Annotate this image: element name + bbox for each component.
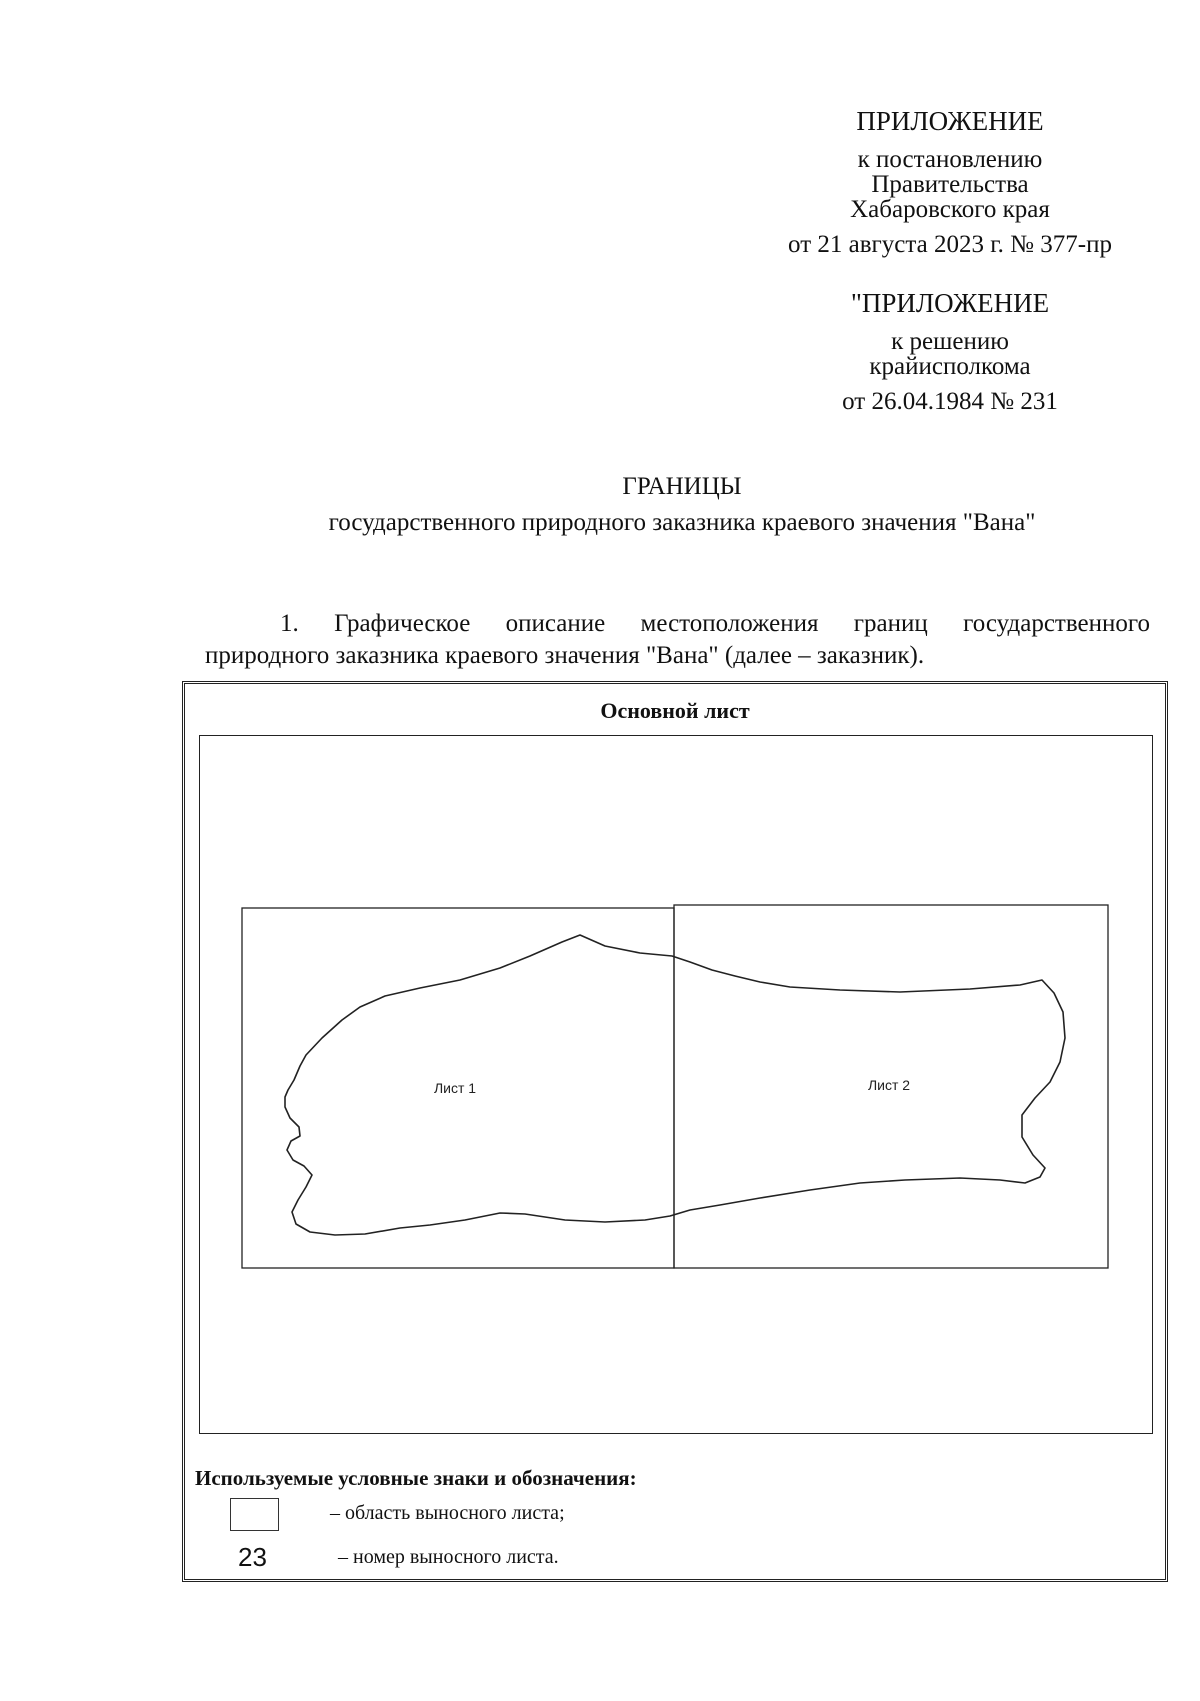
appendix-title: ПРИЛОЖЕНИЕ <box>856 106 1044 136</box>
reserve-boundary <box>285 935 1065 1235</box>
sheet-label-1: Лист 1 <box>433 1080 477 1096</box>
previous-appendix-title: "ПРИЛОЖЕНИЕ <box>850 288 1050 318</box>
legend-sheet-area-symbol <box>230 1498 279 1531</box>
legend-sheet-number-symbol: 23 <box>238 1542 267 1572</box>
previous-appendix-date: от 26.04.1984 № 231 <box>842 388 1058 415</box>
sheet-label-2: Лист 2 <box>867 1077 911 1093</box>
appendix-line: Правительства <box>871 171 1029 198</box>
section-1-line: 1. Графическое описание местоположения границ государственного <box>280 610 1150 637</box>
previous-appendix-line: к решению <box>891 328 1009 355</box>
document-subtitle: государственного природного заказника краевого значения "Вана" <box>328 509 1036 536</box>
appendix-line: к постановлению <box>857 146 1043 173</box>
appendix-line: Хабаровского края <box>850 196 1050 223</box>
previous-appendix-line: крайисполкома <box>869 353 1031 380</box>
main-sheet-title: Основной лист <box>600 698 750 723</box>
section-1-line: природного заказника краевого значения "Вана" (далее – заказник). <box>205 642 925 669</box>
appendix-date: от 21 августа 2023 г. № 377-пр <box>788 231 1112 258</box>
legend-title: Используемые условные знаки и обозначения: <box>195 1466 637 1490</box>
legend-item-text: – номер выносного листа. <box>338 1546 559 1568</box>
legend-item-text: – область выносного листа; <box>330 1502 565 1524</box>
document-title: ГРАНИЦЫ <box>622 473 742 500</box>
